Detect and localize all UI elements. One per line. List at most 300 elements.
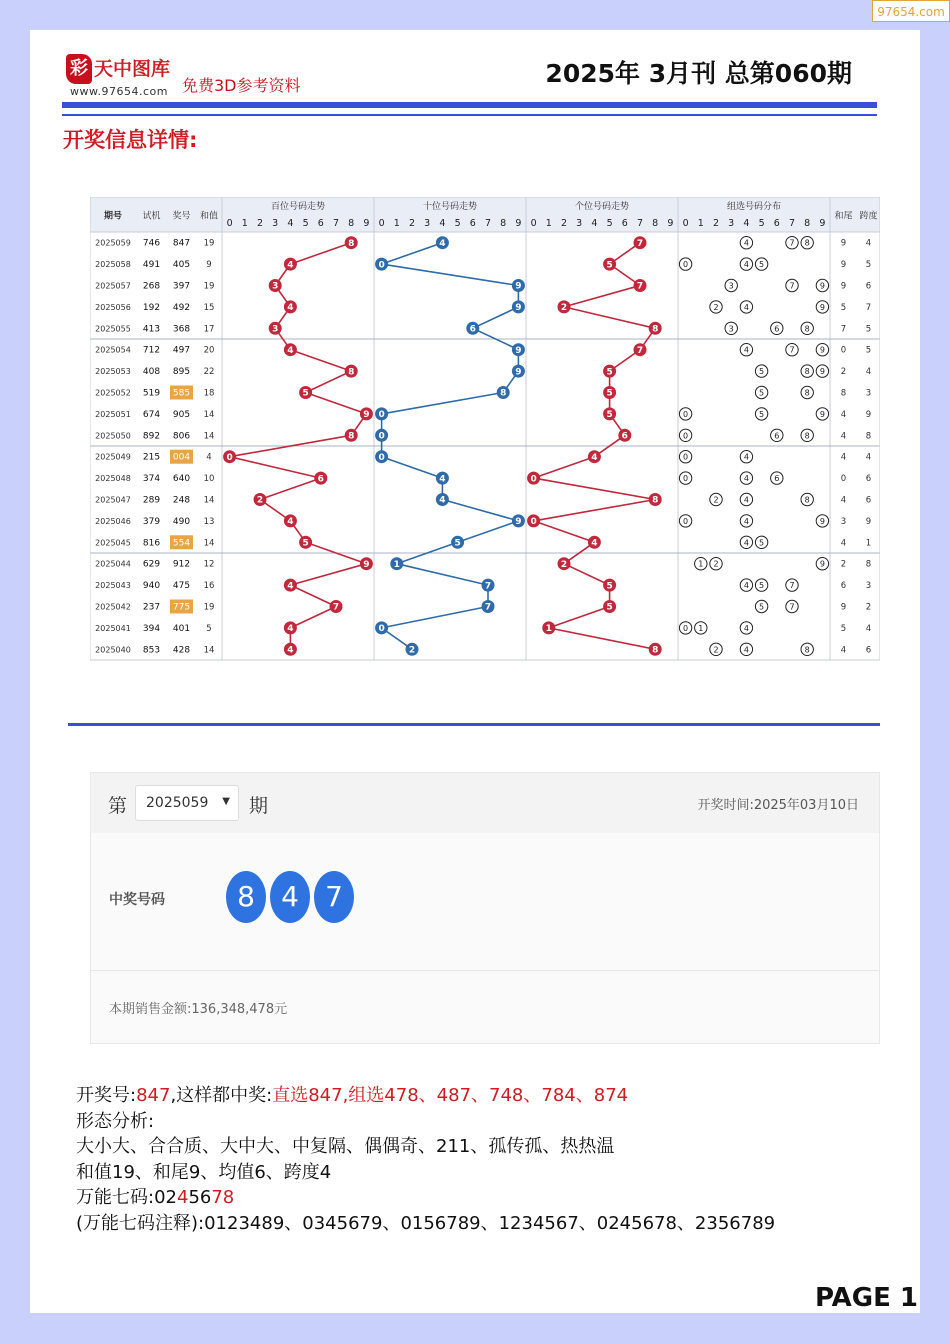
sum-cell: 19 — [203, 238, 215, 249]
group-header: 组选号码分布 — [726, 202, 782, 212]
group-mark-label: 8 — [804, 324, 810, 334]
tail-cell: 5 — [840, 302, 847, 313]
span-cell: 6 — [865, 281, 872, 292]
digit-header: 9 — [363, 218, 370, 229]
digit-header: 3 — [424, 218, 431, 229]
analysis-block — [76, 1083, 775, 1236]
seven-digits: 7 — [211, 1187, 223, 1208]
trend-marker-label: 2 — [560, 559, 568, 570]
trend-marker-label: 9 — [363, 410, 370, 421]
seven-digits: 8 — [222, 1187, 235, 1208]
digit-header: 0 — [226, 218, 233, 229]
seven-digits: 6 — [199, 1187, 212, 1208]
sum-cell: 19 — [203, 281, 215, 292]
column-header: 期号 — [103, 211, 123, 222]
digit-header: 8 — [804, 218, 811, 229]
prize-number-cell: 248 — [172, 495, 191, 506]
group-mark-label: 9 — [819, 409, 825, 419]
test-number-cell: 674 — [142, 409, 161, 420]
section-divider — [68, 723, 880, 726]
group-mark-label: 0 — [683, 623, 689, 633]
digit-header: 9 — [819, 218, 826, 229]
group-mark-label: 5 — [759, 367, 765, 377]
prize-number-cell: 492 — [172, 302, 191, 313]
seven-digits: 5 — [188, 1187, 200, 1208]
trend-marker-label: 9 — [515, 517, 522, 528]
group-mark-label: 8 — [804, 388, 810, 398]
trend-marker-label: 5 — [606, 602, 613, 613]
sum-cell: 14 — [203, 538, 215, 549]
sum-cell: 14 — [203, 495, 215, 506]
test-number-cell: 408 — [142, 367, 161, 378]
digit-header: 4 — [743, 218, 750, 229]
period-cell: 2025053 — [95, 367, 131, 377]
tail-cell: 9 — [840, 260, 847, 271]
trend-marker-label: 4 — [287, 581, 294, 592]
group-mark-label: 9 — [819, 302, 825, 312]
period-cell: 2025058 — [95, 260, 131, 270]
trend-marker-label: 3 — [272, 281, 279, 292]
test-number-cell: 892 — [142, 431, 161, 442]
trend-marker-label: 7 — [636, 238, 644, 249]
span-cell: 6 — [865, 495, 872, 506]
tail-cell: 5 — [840, 623, 847, 634]
period-cell: 2025040 — [95, 645, 131, 655]
span-cell: 9 — [865, 409, 872, 420]
test-number-cell: 215 — [142, 452, 161, 463]
prize-number-cell: 585 — [172, 388, 191, 399]
test-number-cell: 746 — [142, 238, 161, 249]
trend-marker-label: 6 — [317, 474, 324, 485]
span-cell: 4 — [865, 367, 872, 378]
group-mark-label: 0 — [683, 431, 689, 441]
trend-marker-label: 1 — [393, 559, 400, 570]
digit-header: 1 — [393, 218, 400, 229]
trend-marker-label: 5 — [302, 538, 309, 549]
test-number-cell: 491 — [142, 260, 161, 271]
group-mark-label: 8 — [804, 645, 810, 655]
prize-mid: ,这样都中奖: — [170, 1085, 273, 1106]
trend-marker-label: 9 — [515, 367, 522, 378]
group-mark-label: 7 — [789, 581, 795, 591]
trend-marker-label: 8 — [652, 324, 659, 335]
analysis-line-prize — [76, 1083, 775, 1109]
tail-cell: 4 — [840, 409, 847, 420]
period-cell: 2025045 — [95, 538, 131, 548]
digit-header: 1 — [241, 218, 248, 229]
group-mark-label: 5 — [759, 602, 765, 612]
prize-number: 847 — [136, 1085, 171, 1106]
group-mark-label: 4 — [743, 260, 749, 270]
tagline: 免费3D参考资料 — [182, 76, 301, 95]
span-cell: 3 — [865, 581, 872, 592]
sum-cell: 12 — [203, 559, 215, 570]
digit-header: 4 — [287, 218, 294, 229]
span-cell: 4 — [865, 452, 872, 463]
test-number-cell: 237 — [142, 602, 161, 613]
trend-marker-label: 5 — [606, 388, 613, 399]
sum-cell: 5 — [206, 623, 212, 634]
digit-header: 5 — [454, 218, 461, 229]
prize-number-cell: 004 — [172, 452, 191, 463]
group-mark-label: 8 — [804, 367, 810, 377]
period-cell: 2025056 — [95, 302, 131, 312]
trend-table-svg — [90, 197, 880, 667]
digit-header: 2 — [560, 218, 568, 229]
sum-cell: 14 — [203, 409, 215, 420]
trend-marker-label: 4 — [287, 517, 294, 528]
trend-marker-label: 4 — [439, 495, 446, 506]
trend-marker-label: 8 — [348, 238, 355, 249]
tail-cell: 0 — [840, 474, 847, 485]
group-mark-label: 4 — [743, 452, 749, 462]
group-mark-label: 2 — [713, 302, 719, 312]
tail-cell: 4 — [840, 538, 847, 549]
span-cell: 9 — [865, 516, 872, 527]
group-mark-label: 6 — [774, 474, 780, 484]
trend-marker-label: 2 — [256, 495, 264, 506]
period-cell: 2025043 — [95, 581, 131, 591]
group-mark-label: 0 — [683, 452, 689, 462]
group-mark-label: 2 — [713, 495, 719, 505]
digit-header: 6 — [773, 218, 780, 229]
period-cell: 2025051 — [95, 409, 131, 419]
tail-cell: 8 — [840, 388, 847, 399]
group-mark-label: 7 — [789, 345, 795, 355]
span-cell: 4 — [865, 238, 872, 249]
group-mark-label: 5 — [759, 260, 765, 270]
draw-time: 开奖时间:2025年03月10日 — [697, 798, 859, 813]
digit-header: 3 — [272, 218, 279, 229]
trend-marker-label: 9 — [515, 281, 522, 292]
seven-digits: 02 — [154, 1187, 177, 1208]
group-mark-label: 0 — [683, 474, 689, 484]
sum-cell: 9 — [206, 260, 212, 271]
digit-header: 7 — [332, 218, 340, 229]
winning-ball: 7 — [314, 871, 354, 923]
trend-marker-label: 5 — [302, 388, 309, 399]
trend-marker-label: 4 — [439, 238, 446, 249]
section-title: 开奖信息详情: — [63, 128, 198, 152]
trend-marker-label: 0 — [378, 260, 385, 271]
tail-cell: 2 — [840, 367, 847, 378]
group-mark-label: 5 — [759, 388, 765, 398]
trend-marker-label: 5 — [606, 581, 613, 592]
group-mark-label: 4 — [743, 581, 749, 591]
digit-header: 0 — [530, 218, 537, 229]
column-header: 和尾 — [834, 211, 853, 222]
digit-header: 6 — [469, 218, 476, 229]
tail-cell: 7 — [840, 324, 847, 335]
header-rule — [62, 102, 877, 108]
span-cell: 8 — [865, 431, 872, 442]
test-number-cell: 816 — [142, 538, 161, 549]
group-mark-label: 5 — [759, 538, 765, 548]
digit-header: 7 — [636, 218, 644, 229]
column-header: 试机 — [142, 211, 161, 222]
group-mark-label: 0 — [683, 260, 689, 270]
site-tag[interactable]: 97654.com — [872, 0, 950, 22]
group-mark-label: 8 — [804, 431, 810, 441]
group-mark-label: 4 — [743, 516, 749, 526]
test-number-cell: 289 — [142, 495, 161, 506]
digit-header: 7 — [484, 218, 492, 229]
digit-header: 9 — [667, 218, 674, 229]
analysis-line-stats: 和值19、和尾9、均值6、跨度4 — [76, 1161, 332, 1183]
period-suffix: 期 — [249, 795, 269, 817]
column-header: 和值 — [199, 211, 219, 222]
group-mark-label: 9 — [819, 516, 825, 526]
prize-number-cell: 405 — [172, 260, 191, 271]
digit-header: 5 — [302, 218, 309, 229]
group-mark-label: 9 — [819, 345, 825, 355]
span-cell: 2 — [865, 602, 872, 613]
period-cell: 2025057 — [95, 281, 131, 291]
group-mark-label: 4 — [743, 645, 749, 655]
trend-marker-label: 4 — [591, 538, 598, 549]
sum-cell: 14 — [203, 645, 215, 656]
trend-marker-label: 7 — [636, 345, 644, 356]
trend-marker-label: 0 — [530, 474, 537, 485]
group-mark-label: 3 — [728, 324, 734, 334]
prize-number-cell: 497 — [172, 345, 191, 356]
trend-marker-label: 0 — [530, 517, 537, 528]
digit-header: 7 — [788, 218, 796, 229]
group-mark-label: 4 — [743, 495, 749, 505]
group-mark-label: 4 — [743, 238, 749, 248]
span-cell: 5 — [865, 345, 872, 356]
column-header: 跨度 — [859, 211, 878, 222]
group-mark-label: 9 — [819, 281, 825, 291]
group-header: 个位号码走势 — [574, 202, 630, 212]
panel-divider — [91, 970, 879, 971]
digit-header: 8 — [348, 218, 355, 229]
period-cell: 2025059 — [95, 238, 131, 248]
test-number-cell: 374 — [142, 474, 161, 485]
tail-cell: 4 — [840, 452, 847, 463]
trend-marker-label: 4 — [287, 303, 294, 314]
period-prefix: 第 — [108, 795, 128, 817]
trend-marker-label: 6 — [469, 324, 476, 335]
sum-cell: 20 — [203, 345, 215, 356]
period-cell: 2025050 — [95, 431, 131, 441]
digit-header: 4 — [591, 218, 598, 229]
span-cell: 6 — [865, 474, 872, 485]
prize-number-cell: 806 — [172, 431, 191, 442]
logo-mark: 彩 — [66, 54, 92, 84]
digit-header: 8 — [500, 218, 507, 229]
prize-number-cell: 905 — [172, 409, 191, 420]
group-mark-label: 2 — [713, 559, 719, 569]
prize-number-cell: 475 — [172, 581, 191, 592]
group-mark-label: 4 — [743, 345, 749, 355]
group-mark-label: 7 — [789, 602, 795, 612]
test-number-cell: 394 — [142, 623, 161, 634]
prize-number-cell: 490 — [172, 516, 191, 527]
digit-header: 0 — [378, 218, 385, 229]
trend-marker-label: 7 — [636, 281, 644, 292]
draw-panel — [90, 772, 880, 1044]
trend-marker-label: 5 — [606, 367, 613, 378]
trend-marker-label: 9 — [363, 559, 370, 570]
group-mark-label: 7 — [789, 238, 795, 248]
digit-header: 2 — [256, 218, 264, 229]
winning-ball: 4 — [270, 871, 310, 923]
digit-header: 2 — [712, 218, 720, 229]
group-mark-label: 0 — [683, 516, 689, 526]
group-mark-label: 3 — [728, 281, 734, 291]
group-mark-label: 4 — [743, 538, 749, 548]
span-cell: 6 — [865, 645, 872, 656]
group-mark-label: 9 — [819, 559, 825, 569]
prize-number-cell: 912 — [172, 559, 191, 570]
group-mark-label: 8 — [804, 495, 810, 505]
test-number-cell: 629 — [142, 559, 161, 570]
sum-cell: 10 — [203, 474, 215, 485]
prize-number-cell: 554 — [172, 538, 191, 549]
period-cell: 2025046 — [95, 516, 131, 526]
issue-title: 2025年 3月刊 总第060期 — [545, 59, 852, 88]
analysis-line-form-title: 形态分析: — [76, 1110, 155, 1132]
prize-number-cell: 895 — [172, 367, 191, 378]
period-cell: 2025054 — [95, 345, 131, 355]
group-mark-label: 0 — [683, 409, 689, 419]
tail-cell: 9 — [840, 238, 847, 249]
span-cell: 3 — [865, 388, 872, 399]
period-cell: 2025049 — [95, 452, 131, 462]
tail-cell: 4 — [840, 645, 847, 656]
sum-cell: 15 — [203, 302, 215, 313]
period-cell: 2025052 — [95, 388, 131, 398]
digit-header: 3 — [728, 218, 735, 229]
analysis-line-seven-notes: (万能七码注释):0123489、0345679、0156789、1234567、0245678、2356789 — [76, 1212, 776, 1234]
digit-header: 1 — [697, 218, 704, 229]
winning-label: 中奖号码 — [109, 892, 165, 908]
test-number-cell: 379 — [142, 516, 161, 527]
header-rule-thin — [62, 114, 877, 116]
sum-cell: 16 — [203, 581, 215, 592]
sales-amount: 本期销售金额:136,348,478元 — [109, 1002, 288, 1017]
group-mark-label: 4 — [743, 302, 749, 312]
prize-combos: 直选847,组选478、487、748、784、874 — [272, 1085, 629, 1106]
analysis-line-seven — [76, 1185, 775, 1211]
group-mark-label: 6 — [774, 431, 780, 441]
digit-header: 6 — [317, 218, 324, 229]
period-select[interactable] — [135, 785, 239, 821]
group-mark-label: 8 — [804, 238, 810, 248]
trend-marker-label: 8 — [348, 367, 355, 378]
digit-header: 5 — [606, 218, 613, 229]
digit-header: 2 — [408, 218, 416, 229]
period-cell: 2025055 — [95, 324, 131, 334]
trend-marker-label: 8 — [652, 645, 659, 656]
test-number-cell: 268 — [142, 281, 161, 292]
trend-marker-label: 9 — [515, 303, 522, 314]
trend-marker-label: 0 — [378, 431, 385, 442]
prize-number-cell: 775 — [172, 602, 191, 613]
sum-cell: 13 — [203, 516, 215, 527]
sum-cell: 18 — [203, 388, 215, 399]
prize-number-cell: 847 — [172, 238, 191, 249]
trend-marker-label: 0 — [378, 452, 385, 463]
trend-marker-label: 5 — [454, 538, 461, 549]
trend-marker-label: 5 — [606, 260, 613, 271]
analysis-line-form: 大小大、合合质、大中大、中复隔、偶偶奇、211、孤传孤、热热温 — [76, 1136, 615, 1157]
prize-number-cell: 640 — [172, 474, 191, 485]
trend-table — [90, 197, 880, 667]
group-mark-label: 2 — [713, 645, 719, 655]
group-mark-label: 5 — [759, 409, 765, 419]
trend-marker-label: 0 — [378, 624, 385, 635]
digit-header: 1 — [545, 218, 552, 229]
trend-marker-label: 8 — [500, 388, 507, 399]
seven-digits: 4 — [176, 1187, 189, 1208]
test-number-cell: 192 — [142, 302, 161, 313]
prize-number-cell: 368 — [172, 324, 191, 335]
seven-label: 万能七码: — [76, 1187, 155, 1208]
draw-panel-header — [91, 773, 879, 833]
sum-cell: 22 — [203, 367, 215, 378]
trend-marker-label: 1 — [545, 624, 552, 635]
prize-label: 开奖号: — [76, 1085, 137, 1106]
test-number-cell: 853 — [142, 645, 161, 656]
trend-marker-label: 9 — [515, 345, 522, 356]
digit-header: 0 — [682, 218, 689, 229]
test-number-cell: 413 — [142, 324, 161, 335]
span-cell: 5 — [865, 324, 872, 335]
column-header: 奖号 — [172, 211, 191, 222]
period-cell: 2025047 — [95, 495, 131, 505]
group-header: 百位号码走势 — [270, 202, 326, 212]
group-mark-label: 4 — [743, 474, 749, 484]
tail-cell: 4 — [840, 495, 847, 506]
trend-marker-label: 4 — [591, 452, 598, 463]
tail-cell: 2 — [840, 559, 847, 570]
test-number-cell: 712 — [142, 345, 161, 356]
span-cell: 1 — [865, 538, 872, 549]
trend-marker-label: 4 — [287, 345, 294, 356]
trend-marker-label: 7 — [484, 602, 492, 613]
digit-header: 5 — [758, 218, 765, 229]
trend-marker-label: 2 — [408, 645, 416, 656]
digit-header: 3 — [576, 218, 583, 229]
test-number-cell: 519 — [142, 388, 161, 399]
prize-number-cell: 401 — [172, 623, 191, 634]
group-mark-label: 6 — [774, 324, 780, 334]
trend-marker-label: 7 — [484, 581, 492, 592]
period-cell: 2025048 — [95, 474, 131, 484]
winning-ball: 8 — [226, 871, 266, 923]
trend-marker-label: 4 — [439, 474, 446, 485]
digit-header: 9 — [515, 218, 522, 229]
tail-cell: 0 — [840, 345, 847, 356]
group-mark-label: 1 — [698, 623, 704, 633]
page — [30, 30, 920, 1313]
group-mark-label: 9 — [819, 367, 825, 377]
digit-header: 8 — [652, 218, 659, 229]
logo-url: www.97654.com — [70, 85, 168, 98]
trend-marker-label: 8 — [348, 431, 355, 442]
period-cell: 2025042 — [95, 602, 131, 612]
period-cell: 2025044 — [95, 559, 131, 569]
span-cell: 7 — [865, 302, 872, 313]
sum-cell: 4 — [206, 452, 212, 463]
trend-marker-label: 5 — [606, 410, 613, 421]
trend-marker-label: 4 — [287, 260, 294, 271]
prize-number-cell: 397 — [172, 281, 191, 292]
group-header: 十位号码走势 — [422, 202, 478, 212]
tail-cell: 4 — [840, 431, 847, 442]
